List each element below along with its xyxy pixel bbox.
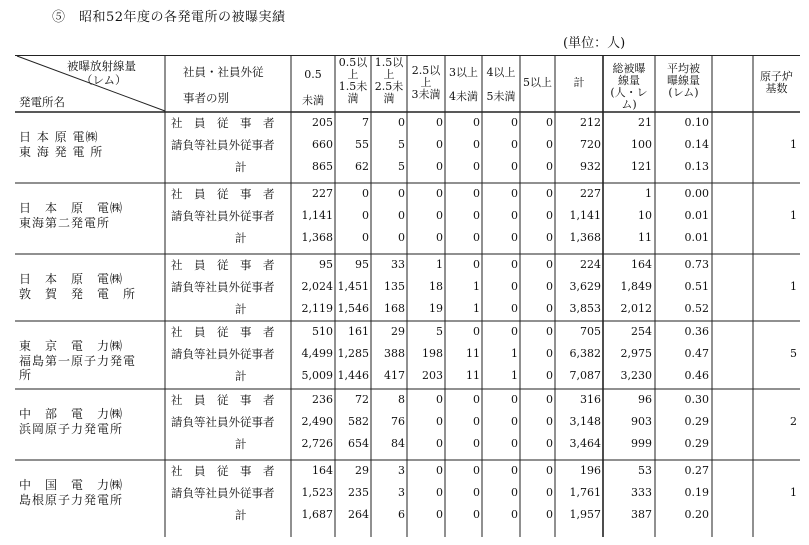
- reactor-count: 1: [790, 209, 797, 222]
- table-cell: 6: [398, 508, 405, 521]
- table-cell: 0: [398, 116, 405, 129]
- table-cell: 11: [466, 369, 480, 382]
- table-cell: 235: [348, 486, 369, 499]
- table-cell: 0: [546, 302, 553, 315]
- row-category-label: 社 員 従 事 者: [171, 187, 275, 201]
- table-cell: 0: [546, 325, 553, 338]
- table-cell: 121: [631, 160, 652, 173]
- header-col-1_5-2_5: 1.5以 上 2.5未 満: [374, 56, 404, 105]
- table-cell: 0: [546, 347, 553, 360]
- table-cell: 0: [473, 508, 480, 521]
- table-cell: 0.00: [684, 187, 709, 200]
- table-cell: 0: [546, 415, 553, 428]
- table-cell: 510: [312, 325, 333, 338]
- table-cell: 0: [362, 209, 369, 222]
- table-cell: 264: [348, 508, 369, 521]
- table-cell: 2,024: [301, 280, 333, 293]
- table-cell: 1,368: [569, 231, 601, 244]
- table-cell: 417: [384, 369, 405, 382]
- table-cell: 0: [511, 160, 518, 173]
- row-category-label: 請負等社員外従事者: [171, 347, 275, 361]
- table-cell: 0.14: [684, 138, 709, 151]
- table-cell: 2,726: [301, 437, 333, 450]
- row-category-label: 社 員 従 事 者: [171, 325, 275, 339]
- table-cell: 0: [473, 486, 480, 499]
- table-cell: 0: [546, 231, 553, 244]
- header-col-3-4: 3以上 4未満: [449, 66, 478, 103]
- table-cell: 388: [384, 347, 405, 360]
- table-cell: 135: [384, 280, 405, 293]
- table-cell: 0: [546, 116, 553, 129]
- table-cell: 0: [436, 415, 443, 428]
- table-cell: 1,141: [569, 209, 601, 222]
- table-cell: 5,009: [301, 369, 333, 382]
- table-cell: 3,629: [569, 280, 601, 293]
- table-cell: 0.20: [684, 508, 709, 521]
- table-cell: 0: [398, 231, 405, 244]
- reactor-count: 1: [790, 486, 797, 499]
- table-cell: 0: [473, 116, 480, 129]
- row-category-label: 計: [235, 508, 247, 522]
- table-cell: 3,853: [569, 302, 601, 315]
- table-cell: 55: [355, 138, 369, 151]
- table-cell: 0: [511, 187, 518, 200]
- table-cell: 0: [546, 369, 553, 382]
- table-cell: 0: [436, 209, 443, 222]
- table-cell: 0: [473, 415, 480, 428]
- table-cell: 0.52: [684, 302, 709, 315]
- table-cell: 1,687: [301, 508, 333, 521]
- table-cell: 0.29: [684, 415, 709, 428]
- header-col-total: 計: [573, 76, 585, 89]
- unit-label: (単位：人): [563, 36, 626, 51]
- table-cell: 0: [436, 508, 443, 521]
- table-cell: 0: [511, 116, 518, 129]
- table-cell: 0: [511, 231, 518, 244]
- reactor-count: 5: [790, 347, 797, 360]
- row-category-label: 計: [235, 302, 247, 316]
- table-cell: 0.01: [684, 231, 709, 244]
- table-cell: 0.30: [684, 393, 709, 406]
- table-cell: 1,141: [301, 209, 333, 222]
- table-cell: 164: [312, 464, 333, 477]
- table-cell: 720: [580, 138, 601, 151]
- table-cell: 212: [580, 116, 601, 129]
- table-cell: 0: [362, 231, 369, 244]
- table-cell: 0: [546, 187, 553, 200]
- table-cell: 0: [511, 508, 518, 521]
- table-cell: 1,849: [620, 280, 652, 293]
- table-cell: 227: [312, 187, 333, 200]
- reactor-count: 1: [790, 280, 797, 293]
- header-col-2_5-3: 2.5以 上 3未満: [411, 64, 441, 101]
- table-cell: 3,464: [569, 437, 601, 450]
- plant-name-line1: 中 国 電 力㈱: [19, 478, 124, 492]
- table-cell: 62: [355, 160, 369, 173]
- row-category-label: 社 員 従 事 者: [171, 258, 275, 272]
- table-cell: 4,499: [301, 347, 333, 360]
- row-category-label: 請負等社員外従事者: [171, 209, 275, 223]
- table-cell: 0.46: [684, 369, 709, 382]
- table-cell: 0.29: [684, 437, 709, 450]
- header-category-line2: 事者の別: [183, 91, 229, 105]
- table-cell: 33: [391, 258, 405, 271]
- row-category-label: 計: [235, 160, 247, 174]
- table-cell: 11: [638, 231, 652, 244]
- table-cell: 1,957: [569, 508, 601, 521]
- plant-name-line1: 日 本 原 電㈱: [19, 201, 124, 215]
- table-cell: 1: [511, 347, 518, 360]
- table-cell: 0: [436, 437, 443, 450]
- table-cell: 865: [312, 160, 333, 173]
- row-category-label: 計: [235, 231, 247, 245]
- plant-name-line1: 日 本 原 電㈱: [19, 272, 124, 286]
- table-cell: 72: [355, 393, 369, 406]
- table-cell: 0: [546, 486, 553, 499]
- plant-name-line2: 浜岡原子力発電所: [19, 422, 124, 436]
- row-category-label: 計: [235, 437, 247, 451]
- table-cell: 8: [398, 393, 405, 406]
- table-cell: 333: [631, 486, 652, 499]
- table-cell: 0: [546, 464, 553, 477]
- row-category-label: 請負等社員外従事者: [171, 415, 275, 429]
- table-cell: 0: [546, 393, 553, 406]
- table-cell: 0: [511, 325, 518, 338]
- table-cell: 205: [312, 116, 333, 129]
- table-cell: 0.19: [684, 486, 709, 499]
- table-cell: 3: [398, 464, 405, 477]
- table-cell: 0: [511, 437, 518, 450]
- table-cell: 0: [436, 231, 443, 244]
- table-cell: 0.51: [684, 280, 709, 293]
- table-cell: 1: [473, 302, 480, 315]
- plant-name-line1: 東 京 電 力㈱: [19, 339, 124, 353]
- table-cell: 254: [631, 325, 652, 338]
- table-cell: 95: [355, 258, 369, 271]
- table-cell: 1: [473, 280, 480, 293]
- reactor-count: 1: [790, 138, 797, 151]
- table-cell: 5: [398, 138, 405, 151]
- table-cell: 161: [348, 325, 369, 338]
- table-cell: 1: [645, 187, 652, 200]
- plant-name-line2: 東 海 発 電 所: [19, 145, 104, 159]
- table-cell: 100: [631, 138, 652, 151]
- table-cell: 18: [429, 280, 443, 293]
- table-cell: 21: [638, 116, 652, 129]
- reactor-count: 2: [790, 415, 797, 428]
- header-category-line1: 社員・社員外従: [183, 65, 264, 79]
- table-cell: 1,761: [569, 486, 601, 499]
- plant-name-line1: 中 部 電 力㈱: [19, 407, 124, 421]
- row-category-label: 計: [235, 369, 247, 383]
- table-cell: 316: [580, 393, 601, 406]
- table-cell: 0: [398, 187, 405, 200]
- row-category-label: 請負等社員外従事者: [171, 280, 275, 294]
- row-category-label: 請負等社員外従事者: [171, 138, 275, 152]
- table-cell: 0: [511, 486, 518, 499]
- table-cell: 0: [473, 325, 480, 338]
- table-cell: 0: [546, 138, 553, 151]
- table-cell: 999: [631, 437, 652, 450]
- row-category-label: 請負等社員外従事者: [171, 486, 275, 500]
- header-exposure-unit: （レム）: [81, 73, 127, 87]
- table-cell: 0: [546, 280, 553, 293]
- table-cell: 0: [511, 138, 518, 151]
- plant-name-line2: 島根原子力発電所: [19, 493, 124, 507]
- table-cell: 0: [511, 302, 518, 315]
- table-cell: 0: [546, 258, 553, 271]
- table-cell: 5: [436, 325, 443, 338]
- table-cell: 5: [398, 160, 405, 173]
- table-cell: 53: [638, 464, 652, 477]
- table-cell: 932: [580, 160, 601, 173]
- table-cell: 0: [473, 464, 480, 477]
- table-cell: 1,285: [337, 347, 369, 360]
- table-cell: 0: [436, 138, 443, 151]
- table-cell: 1: [511, 369, 518, 382]
- table-cell: 236: [312, 393, 333, 406]
- table-cell: 1,446: [337, 369, 369, 382]
- table-cell: 654: [348, 437, 369, 450]
- table-cell: 2,119: [301, 302, 333, 315]
- table-cell: 1,451: [337, 280, 369, 293]
- header-exposure-label: 被曝放射線量: [67, 59, 136, 73]
- table-cell: 0.13: [684, 160, 709, 173]
- table-cell: 2,490: [301, 415, 333, 428]
- table-cell: 2,012: [620, 302, 652, 315]
- header-col-total-dose: 総被曝 線量 (人・レム): [610, 62, 648, 111]
- table-cell: 1,368: [301, 231, 333, 244]
- table-cell: 0.10: [684, 116, 709, 129]
- table-cell: 11: [466, 347, 480, 360]
- table-cell: 0: [473, 209, 480, 222]
- table-cell: 3,148: [569, 415, 601, 428]
- header-col-4-5: 4以上 5未満: [486, 66, 516, 103]
- table-cell: 0: [473, 437, 480, 450]
- table-cell: 660: [312, 138, 333, 151]
- header-plant-name: 発電所名: [19, 95, 65, 109]
- table-cell: 76: [391, 415, 405, 428]
- header-col-reactors: 原子炉 基数: [760, 70, 793, 95]
- table-cell: 2,975: [620, 347, 652, 360]
- row-category-label: 社 員 従 事 者: [171, 464, 275, 478]
- table-cell: 0.36: [684, 325, 709, 338]
- table-cell: 0: [436, 393, 443, 406]
- table-cell: 0: [511, 258, 518, 271]
- table-cell: 3,230: [620, 369, 652, 382]
- table-cell: 224: [580, 258, 601, 271]
- table-cell: 227: [580, 187, 601, 200]
- plant-name-line3: 所: [19, 368, 33, 382]
- table-cell: 705: [580, 325, 601, 338]
- table-cell: 0: [436, 464, 443, 477]
- table-cell: 0: [436, 486, 443, 499]
- table-cell: 0: [473, 138, 480, 151]
- table-cell: 203: [422, 369, 443, 382]
- table-cell: 0: [362, 187, 369, 200]
- table-cell: 0: [436, 116, 443, 129]
- table-cell: 7: [362, 116, 369, 129]
- table-cell: 0: [436, 187, 443, 200]
- table-cell: 3: [398, 486, 405, 499]
- header-col-ge5: 5以上: [523, 76, 552, 89]
- table-cell: 19: [429, 302, 443, 315]
- exposure-table: [15, 55, 800, 537]
- table-cell: 168: [384, 302, 405, 315]
- table-cell: 0: [511, 209, 518, 222]
- table-cell: 10: [638, 209, 652, 222]
- header-col-avg-dose: 平均被 曝線量 (レム): [667, 62, 700, 99]
- table-cell: 29: [355, 464, 369, 477]
- table-cell: 95: [319, 258, 333, 271]
- header-col-0_5-1_5: 0.5以 上 1.5未 満: [338, 56, 368, 105]
- table-cell: 0: [511, 415, 518, 428]
- table-cell: 387: [631, 508, 652, 521]
- table-cell: 0: [511, 393, 518, 406]
- table-cell: 1: [436, 258, 443, 271]
- table-cell: 164: [631, 258, 652, 271]
- table-cell: 0.47: [684, 347, 709, 360]
- table-cell: 0: [398, 209, 405, 222]
- table-cell: 1,523: [301, 486, 333, 499]
- row-category-label: 社 員 従 事 者: [171, 116, 275, 130]
- table-cell: 582: [348, 415, 369, 428]
- page-title: ⑤ 昭和52年度の各発電所の被曝実績: [52, 10, 286, 25]
- table-cell: 0: [473, 393, 480, 406]
- plant-name-line2: 東海第二発電所: [19, 216, 111, 230]
- table-cell: 29: [391, 325, 405, 338]
- row-category-label: 社 員 従 事 者: [171, 393, 275, 407]
- table-cell: 96: [638, 393, 652, 406]
- table-cell: 0: [511, 464, 518, 477]
- plant-name-line1: 日 本 原 電㈱: [19, 130, 99, 144]
- table-cell: 0.01: [684, 209, 709, 222]
- table-cell: 0: [511, 280, 518, 293]
- table-cell: 84: [391, 437, 405, 450]
- table-cell: 6,382: [569, 347, 601, 360]
- table-cell: 0: [546, 508, 553, 521]
- table-cell: 0.73: [684, 258, 709, 271]
- table-cell: 198: [422, 347, 443, 360]
- table-cell: 0: [436, 160, 443, 173]
- table-cell: 0: [546, 437, 553, 450]
- table-cell: 0: [473, 160, 480, 173]
- table-cell: 196: [580, 464, 601, 477]
- table-cell: 0: [546, 160, 553, 173]
- plant-name-line2: 敦 賀 発 電 所: [19, 287, 137, 301]
- table-cell: 0.27: [684, 464, 709, 477]
- table-cell: 0: [473, 258, 480, 271]
- table-cell: 0: [546, 209, 553, 222]
- table-cell: 0: [473, 187, 480, 200]
- table-cell: 1,546: [337, 302, 369, 315]
- header-col-lt0_5: 0.5 未満: [302, 68, 324, 107]
- plant-name-line2: 福島第一原子力発電: [19, 354, 137, 368]
- table-cell: 903: [631, 415, 652, 428]
- table-cell: 7,087: [569, 369, 601, 382]
- table-cell: 0: [473, 231, 480, 244]
